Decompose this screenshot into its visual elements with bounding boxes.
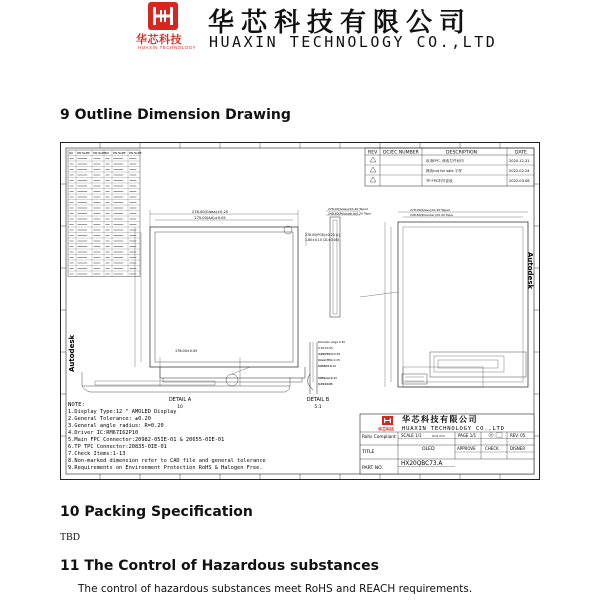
scale-label: SCALE 1/1 [401, 433, 422, 438]
section-10-body: TBD [60, 532, 80, 543]
design-label: DISNER [510, 446, 526, 451]
detail-dim-4: Cover Film 0.25 [318, 358, 340, 362]
detail-b-scale: 5:1 [314, 405, 322, 410]
rev-label: REV. 05 [510, 433, 526, 438]
pin-table-header: NO [69, 152, 73, 155]
note-4: 4.Driver IC:RM67I62P10 [68, 430, 139, 436]
detail-dim-1: Polarizer edge 0.30 [318, 340, 346, 344]
dim-bottom-fpc: 178.00±0.05 [175, 349, 198, 353]
rev-row-date: 2020.12.31 [509, 159, 530, 163]
logo-en-text: HUAXIN TECHNOLOGY [138, 45, 197, 50]
logo-text: 华芯科技 [136, 33, 182, 46]
note-8: 8.Non-marked dimension refer to CAD file and general tolerance [68, 458, 266, 464]
pin-table-header: PIN NAME [93, 152, 106, 155]
approve-label: APPROVE [457, 446, 476, 451]
part-value: HX20QBC73.A [401, 461, 443, 467]
note-3: 3.General angle radius: R=0.20 [68, 423, 164, 429]
company-name-cn: 华芯科技有限公司 [208, 8, 473, 38]
dim-top-main: 278.00(Glass)±0.20 [191, 210, 229, 214]
detail-dim-6: Stiffener 0.20 [318, 376, 338, 380]
title-block [360, 414, 534, 474]
dim-back-top-1: 278.00(Glass)±0.20 Taped [410, 208, 450, 212]
title-block-company-en: HUAXIN TECHNOLOGY CO.,LTD [402, 426, 505, 432]
rev-row-desc: 修改not for sale 字样 [426, 169, 462, 173]
detail-a-label: DETAIL A [168, 397, 192, 403]
autodesk-label-right: Autodesk [526, 252, 534, 290]
detail-a-scale: 10 [177, 405, 183, 410]
rev-row-date: 2022.02.24 [509, 169, 530, 173]
dim-right-1: 278.00(Glass)±0.20 Taped [328, 207, 368, 211]
note-9: 9.Requirements on Environment Protection RoHS & Halogen Free. [68, 465, 263, 471]
desc-header: DESCRIPTION [446, 150, 478, 156]
company-logo-icon [148, 2, 178, 30]
dim-back-top-2: 248.80(Polarizer)±0.20 Tape [410, 213, 453, 217]
part-label: PART NO. [362, 466, 384, 471]
detail-b-label: DETAIL B [306, 397, 330, 403]
rev-row-desc: 取消FPC, 修改打件丝印 [426, 159, 464, 163]
pin-table-header: PIN NAME [77, 152, 90, 155]
note-2: 2.General Tolerance: ±0.20 [68, 416, 151, 422]
unit-label: Unit mm [432, 434, 445, 438]
date-header: DATE [515, 150, 527, 156]
note-1: 1.Display Type:12 " AMOLED Display [68, 409, 177, 415]
detail-dim-2: 0.30±0.05 [318, 346, 333, 350]
section-9-title: 9 Outline Dimension Drawing [60, 107, 291, 123]
pin-table-header: PIN NAME [113, 152, 126, 155]
check-label: CHECK [485, 446, 499, 451]
notes-title: NOTE: [68, 402, 85, 408]
pin-table-header: PIN NAME [129, 152, 142, 155]
outline-dimension-drawing [60, 142, 540, 480]
detail-dim-3: 4.90(FPC)±0.05 [318, 352, 341, 356]
dim-top-right-1: 278.00(PCB)±0.20 (L) [305, 233, 341, 237]
note-6: 6.TP TPC Connector:20835-0IE-01 [68, 444, 167, 450]
note-7: 7.Check Items:1-13 [68, 451, 126, 457]
dim-top-right-2: 1.80±0.10 (2L±0.08) [305, 238, 339, 242]
title-block-company-cn: 华芯科技有限公司 [402, 415, 478, 424]
dim-top-aa: 275.00(AA)±0.05 [194, 216, 226, 220]
title-label: TITLE [362, 450, 375, 455]
page-label: PAGE 1/1 [458, 433, 477, 438]
detail-dim-5: SUS304 0.10 [318, 364, 337, 368]
dim-right-2: 248.80(Polarizer)±0.20 Tape [328, 211, 371, 216]
company-name-en: HUAXIN TECHNOLOGY CO.,LTD [209, 33, 498, 51]
page-header [0, 0, 600, 60]
pin-table-header: NO [105, 152, 109, 155]
rev-header: REV [368, 150, 378, 156]
dc-header: DC/EC NUMBER [383, 150, 419, 156]
title-block-logo-text: 华芯科技 [378, 426, 394, 432]
title-value: OLED [422, 447, 435, 452]
rohs-label: Rohs Compliant [362, 435, 396, 440]
section-11-body: The control of hazardous substances meet RoHS and REACH requirements. [78, 583, 473, 595]
note-5: 5.Main FPC Connector:20982-05IE-01 & 20655-0IE-01 [68, 437, 225, 443]
detail-dim-7: 0.35±0.05 [318, 382, 333, 386]
section-11-title: 11 The Control of Hazardous substances [60, 558, 379, 574]
rev-row-desc: TP FPC料号更改 [426, 179, 453, 183]
section-10-title: 10 Packing Specification [60, 504, 253, 520]
rev-row-date: 2022.03.08 [509, 179, 530, 183]
autodesk-label-left: Autodesk [68, 334, 76, 372]
